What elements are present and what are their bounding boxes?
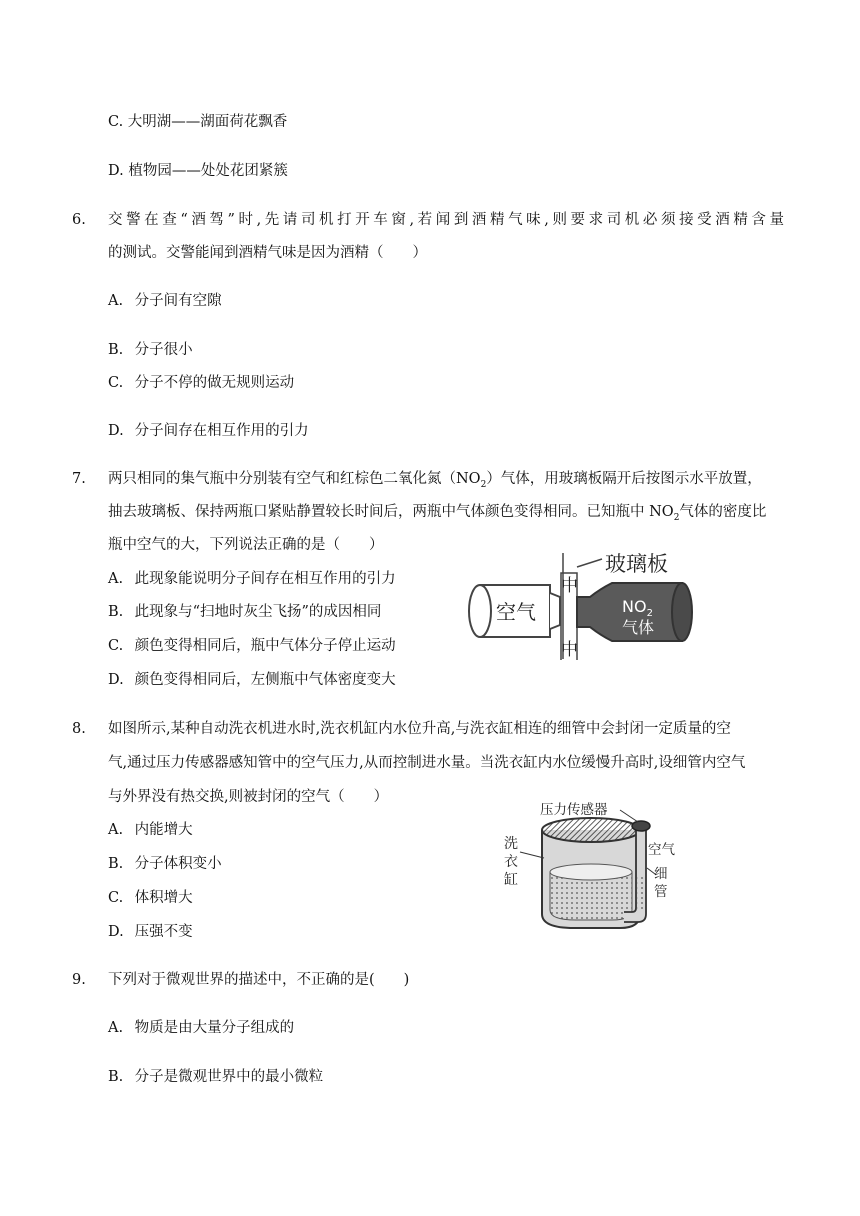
gas-label: 气体 (622, 618, 655, 637)
tub-label-2: 衣 (504, 854, 518, 870)
q8-option-a: A. 内能增大 (108, 822, 193, 838)
no2-label: $NO_2$ (622, 597, 653, 619)
q8-option-b: B. 分子体积变小 (108, 856, 222, 872)
plate-mark-top: 中 (561, 576, 578, 596)
q9-option-a: A. 物质是由大量分子组成的 (108, 1020, 295, 1036)
option-d-prev: D. 植物园——处处花团紧簇 (108, 163, 288, 179)
q8-washing-machine-figure (500, 796, 690, 936)
air-label: 空气 (496, 600, 536, 624)
option-c-prev: C. 大明湖——湖面荷花飘香 (108, 114, 288, 130)
q8-stem-line2: 气,通过压力传感器感知管中的空气压力,从而控制进水量。当洗衣缸内水位缓慢升高时,设细管内空气 (108, 755, 746, 771)
tub-label-1: 洗 (504, 836, 518, 852)
plate-label: 玻璃板 (605, 552, 668, 576)
q9-number: 9. (72, 972, 86, 988)
tub-label-3: 缸 (504, 872, 518, 888)
pipe-label-2: 管 (654, 884, 668, 900)
q6-option-a: A. 分子间有空隙 (108, 293, 222, 309)
q8-number: 8. (72, 721, 86, 737)
air-label: 空气 (648, 842, 675, 858)
q7-gas-jar-figure (462, 545, 702, 660)
pipe-label-1: 细 (654, 866, 668, 882)
q7-option-a: A. 此现象能说明分子间存在相互作用的引力 (108, 571, 396, 587)
q6-option-c: C. 分子不停的做无规则运动 (108, 375, 295, 391)
no2-jar (577, 583, 692, 641)
washing-tub (504, 818, 640, 928)
sensor-label: 压力传感器 (540, 802, 608, 818)
q6-option-d: D. 分子间存在相互作用的引力 (108, 423, 309, 439)
q7-number: 7. (72, 471, 86, 487)
q7-stem-line1: 两只相同的集气瓶中分别装有空气和红棕色二氧化氮$(NO_2)$气体，用玻璃板隔开后按图示水平放置， (108, 471, 762, 490)
q8-stem-line3: 与外界没有热交换,则被封闭的空气（ ） (108, 789, 389, 805)
q7-option-c: C. 颜色变得相同后，瓶中气体分子停止运动 (108, 638, 396, 654)
air-jar (469, 585, 560, 637)
q7-stem-line2: 抽去玻璃板、保持两瓶口紧贴静置较长时间后，两瓶中气体颜色变得相同。已知瓶中 $NO_2$气体的密度比 (108, 504, 767, 523)
q9-stem-line1: 下列对于微观世界的描述中，不正确的是( ) (108, 972, 410, 988)
q6-stem-line1: 交警在查“酒驾”时,先请司机打开车窗,若闻到酒精气味,则要求司机必须接受酒精含量 (108, 212, 784, 228)
q6-number: 6. (72, 212, 86, 228)
plate-mark-bottom: 中 (561, 640, 578, 660)
q6-option-b: B. 分子很小 (108, 342, 193, 358)
q8-option-c: C. 体积增大 (108, 890, 193, 906)
q7-option-b: B. 此现象与“扫地时灰尘飞扬”的成因相同 (108, 604, 382, 620)
q8-stem-line1: 如图所示,某种自动洗衣机进水时,洗衣机缸内水位升高,与洗衣缸相连的细管中会封闭一定质量的空 (108, 721, 731, 737)
q7-option-d: D. 颜色变得相同后，左侧瓶中气体密度变大 (108, 672, 396, 688)
q8-option-d: D. 压强不变 (108, 924, 193, 940)
q9-option-b: B. 分子是微观世界中的最小微粒 (108, 1069, 324, 1085)
q7-stem-line3: 瓶中空气的大，下列说法正确的是（ ） (108, 537, 384, 553)
q6-stem-line2: 的测试。交警能闻到酒精气味是因为酒精（ ） (108, 245, 427, 261)
